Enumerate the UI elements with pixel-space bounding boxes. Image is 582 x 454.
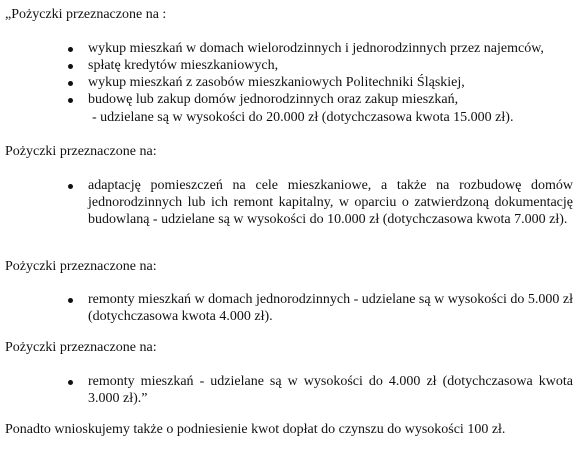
bullet-icon [68, 64, 73, 69]
section-3-heading: Pożyczki przeznaczone na: [5, 259, 157, 274]
list-item: budowę lub zakup domów jednorodzinnych oraz zakup mieszkań, [68, 91, 573, 108]
bullet-icon [68, 380, 73, 385]
section-1-heading: „Pożyczki przeznaczone na : [5, 7, 167, 22]
bullet-icon [68, 47, 73, 52]
bullet-icon [68, 81, 73, 86]
list-item: adaptację pomieszczeń na cele mieszkaniowe, a także na rozbudowę domów jednorodzinnych lub ich remont kapitalny, w oparciu o zatwierdzoną dokumentację budowlaną - udzielane są w wysokości do 10.000 zł (dotychczasowa kwota 7.000 zł). [68, 177, 573, 228]
closing-paragraph: Ponadto wnioskujemy także o podniesienie kwot dopłat do czynszu do wysokości 100 zł. [5, 422, 506, 437]
section-2-heading: Pożyczki przeznaczone na: [5, 144, 157, 159]
section-4-list [68, 373, 573, 407]
list-item: remonty mieszkań w domach jednorodzinnych - udzielane są w wysokości do 5.000 zł (dotychczasowa kwota 4.000 zł). [68, 291, 573, 325]
list-item: remonty mieszkań - udzielane są w wysokości do 4.000 zł (dotychczasowa kwota 3.000 zł).” [68, 373, 573, 407]
section-3-list [68, 291, 573, 325]
list-item: wykup mieszkań z zasobów mieszkaniowych Politechniki Śląskiej, [68, 74, 573, 91]
bullet-icon [68, 298, 73, 303]
section-2-list [68, 177, 573, 228]
section-1-list [68, 40, 573, 108]
section-1-amount: - udzielane są w wysokości do 20.000 zł (dotychczasowa kwota 15.000 zł). [92, 110, 514, 125]
list-item: wykup mieszkań w domach wielorodzinnych i jednorodzinnych przez najemców, [68, 40, 573, 57]
list-item: spłatę kredytów mieszkaniowych, [68, 57, 573, 74]
section-4-heading: Pożyczki przeznaczone na: [5, 340, 157, 355]
bullet-icon [68, 184, 73, 189]
bullet-icon [68, 98, 73, 103]
